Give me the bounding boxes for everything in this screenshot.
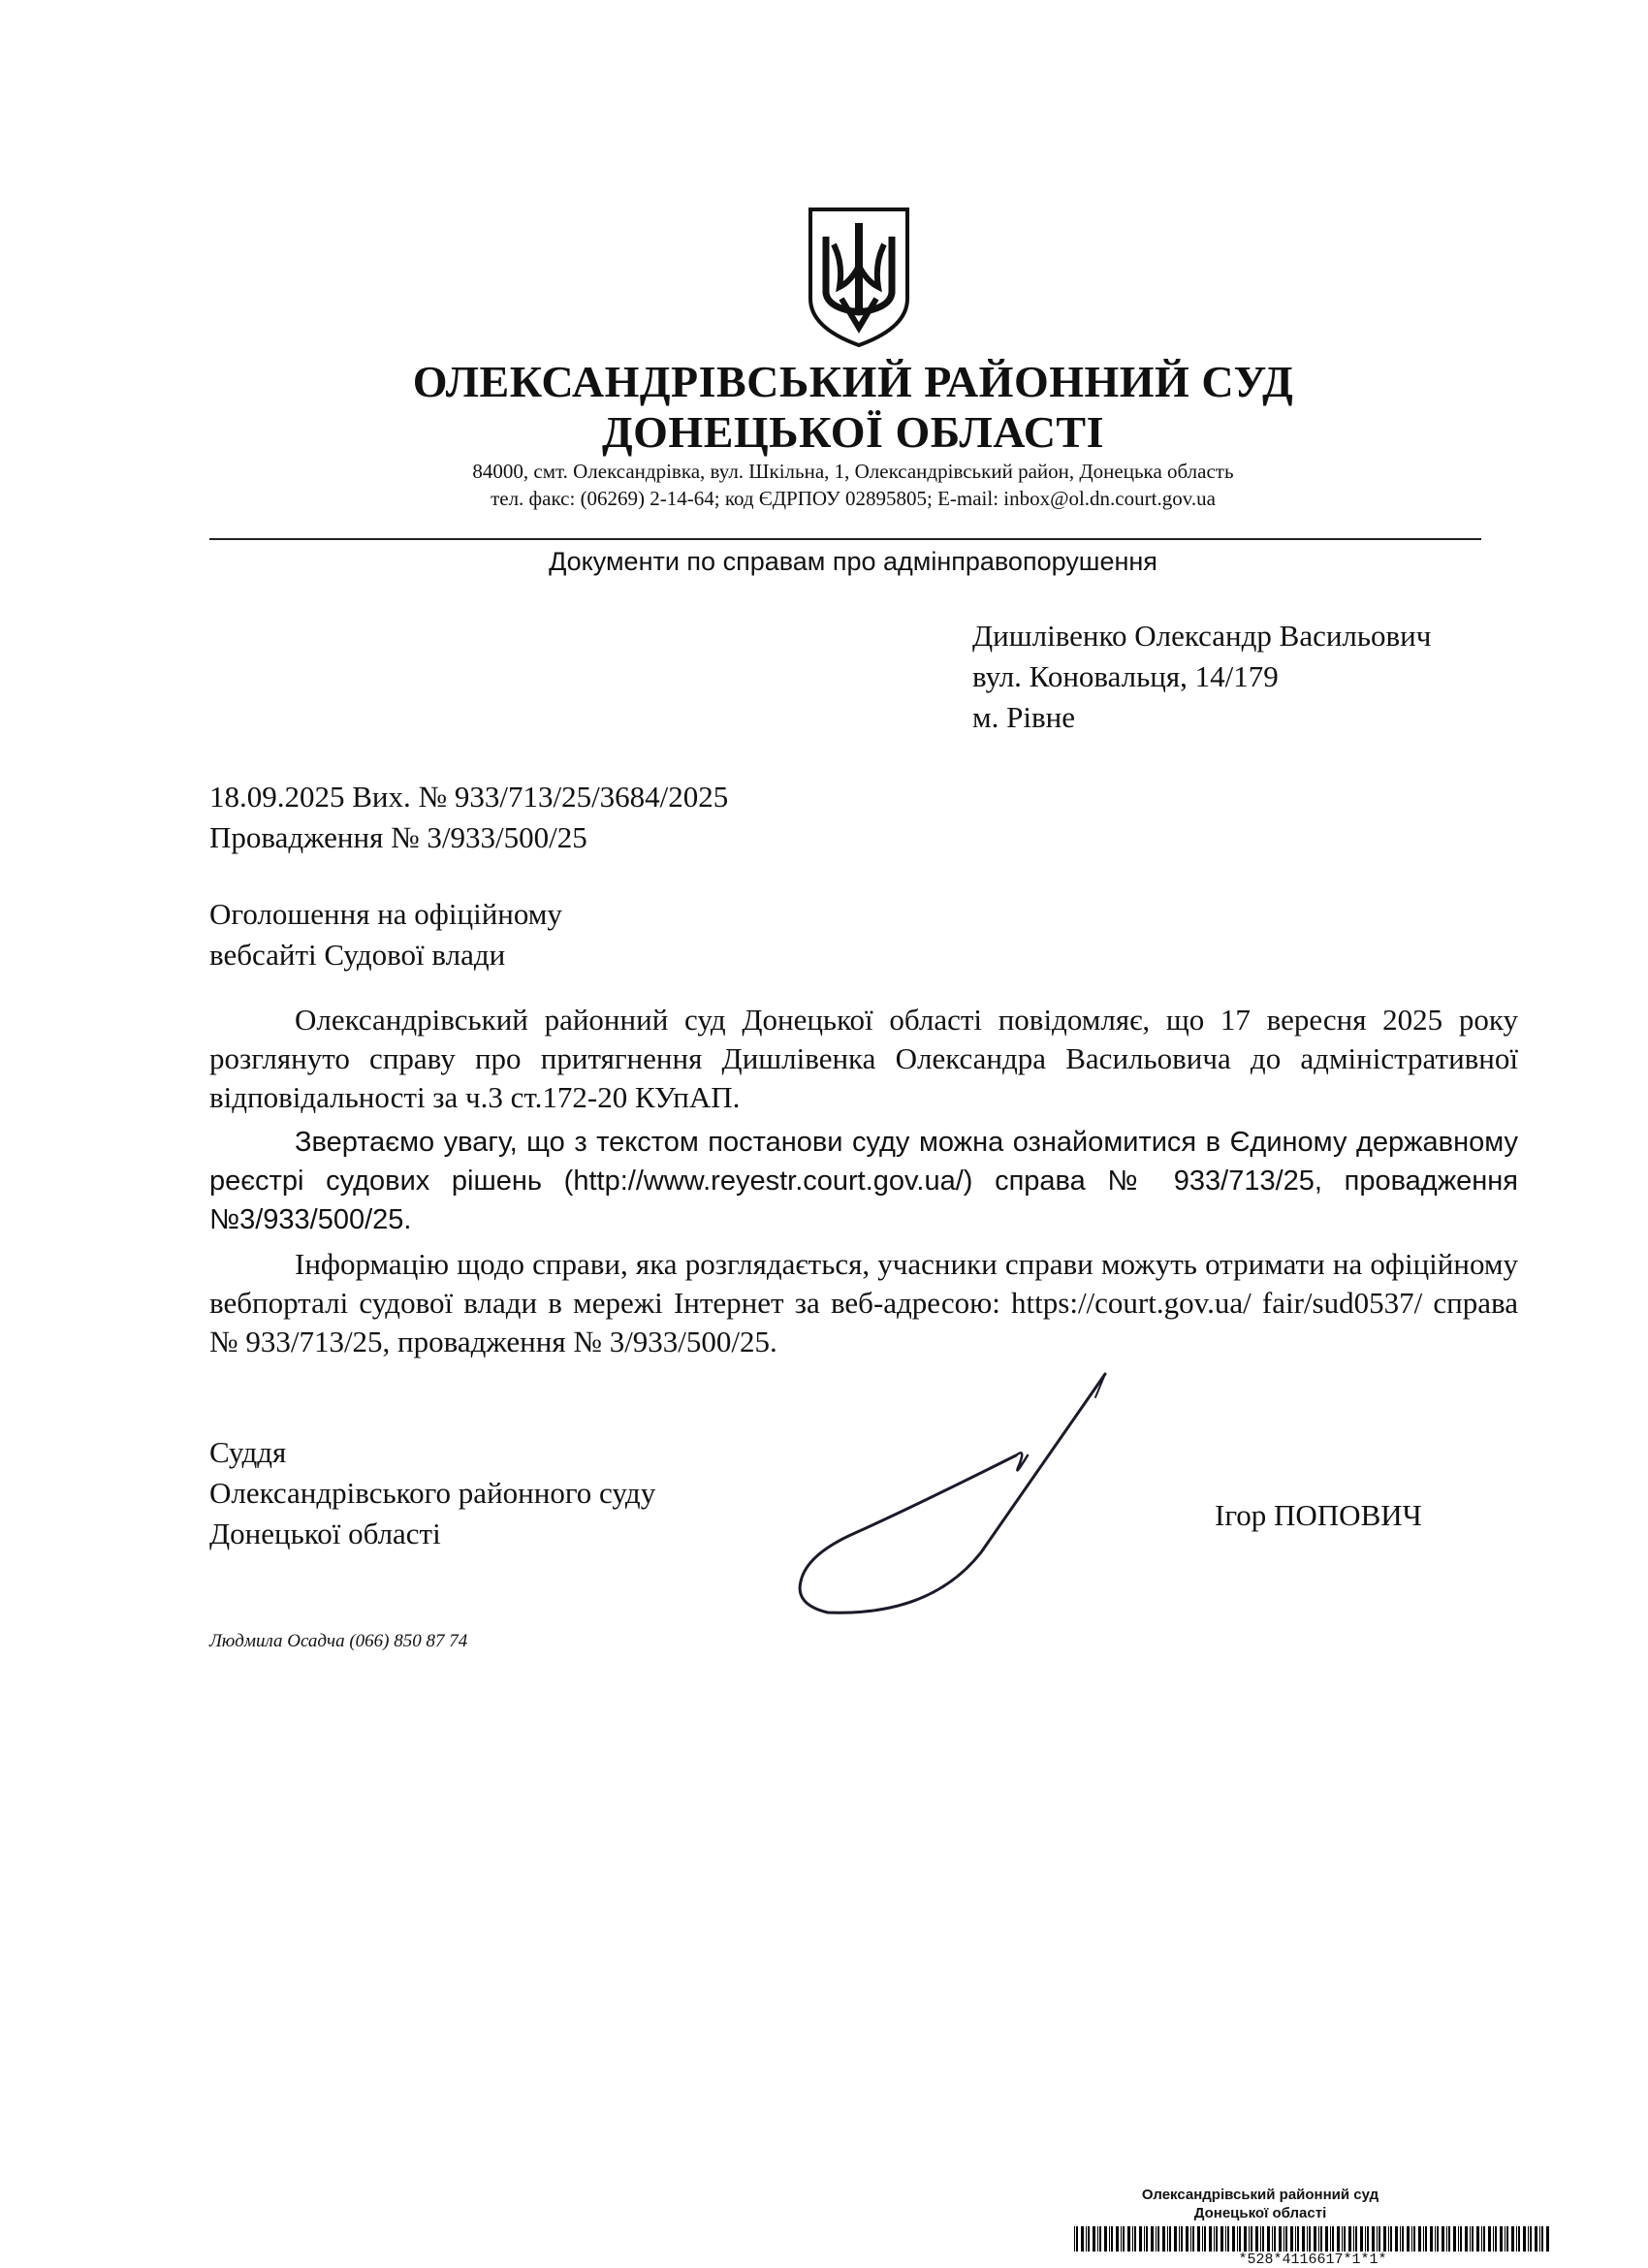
announcement-line2: вебсайті Судової влади: [209, 938, 506, 972]
judge-title: Суддя: [209, 1435, 287, 1469]
judge-title-block: [209, 1432, 655, 1554]
announcement-line1: Оголошення на офіційному: [209, 897, 562, 931]
judge-name: Ігор ПОПОВИЧ: [1215, 1498, 1422, 1532]
registration-barcode: [1074, 2226, 1551, 2252]
proceeding-number: Провадження № 3/933/500/25: [209, 820, 587, 854]
court-name-line1: ОЛЕКСАНДРІВСЬКИЙ РАЙОННИЙ СУД: [412, 357, 1294, 406]
trident-coat-of-arms-icon: [807, 206, 911, 349]
document-type: Документи по справам про адмінправопорушення: [549, 547, 1157, 576]
barcode-number: *528*4116617*1*1*: [1238, 2252, 1387, 2268]
header-divider: [209, 538, 1481, 540]
announcement-subject: [209, 894, 562, 975]
reference-block: [209, 777, 728, 858]
recipient-block: [972, 616, 1431, 738]
body-paragraph-3: Інформацію щодо справи, яка розглядається, учасники справи можуть отримати на офіційному вебпорталі судової влади в мережі Інтернет за веб-адресою: https://court.gov.ua/ fair/sud0537/ справа № 933/713/25, провадження № 3/933/500/25.: [209, 1247, 1518, 1358]
outgoing-number: 18.09.2025 Вих. № 933/713/25/3684/2025: [209, 780, 729, 814]
letter-body: [209, 1001, 1518, 1367]
recipient-city: м. Рівне: [972, 700, 1075, 734]
court-contacts: тел. факс: (06269) 2-14-64; код ЄДРПОУ 02895805; E-mail: inbox@ol.dn.court.gov.ua: [491, 487, 1216, 510]
body-paragraph-1: Олександрівський районний суд Донецької області повідомляє, що 17 вересня 2025 року розглянуто справу про притягнення Дишлівенка Олександра Васильовича до адміністративної відповідальності за ч.3 ст.172-20 КУпАП.: [209, 1003, 1518, 1114]
court-name-line2: ДОНЕЦЬКОЇ ОБЛАСТІ: [601, 407, 1105, 457]
handwritten-signature: [766, 1362, 1144, 1629]
stamp-org-line2: Донецької області: [1193, 2205, 1327, 2221]
recipient-name: Дишлівенко Олександр Васильович: [972, 619, 1432, 653]
recipient-street: вул. Коновальця, 14/179: [972, 659, 1279, 693]
judge-region: Донецької області: [209, 1517, 441, 1550]
judge-court: Олександрівського районного суду: [209, 1476, 656, 1510]
stamp-org-line1: Олександрівський районний суд: [1141, 2187, 1379, 2203]
court-address: 84000, смт. Олександрівка, вул. Шкільна, 1, Олександрівський район, Донецька область: [472, 460, 1234, 483]
executor-contact: Людмила Осадча (066) 850 87 74: [209, 1631, 468, 1651]
body-paragraph-2: Звертаємо увагу, що з текстом постанови суду можна ознайомитися в Єдиному державному реєстрі судових рішень (http://www.reyestr.court.gov.ua/) справа № 933/713/25, провадження №3/933/500/25.: [209, 1127, 1518, 1235]
